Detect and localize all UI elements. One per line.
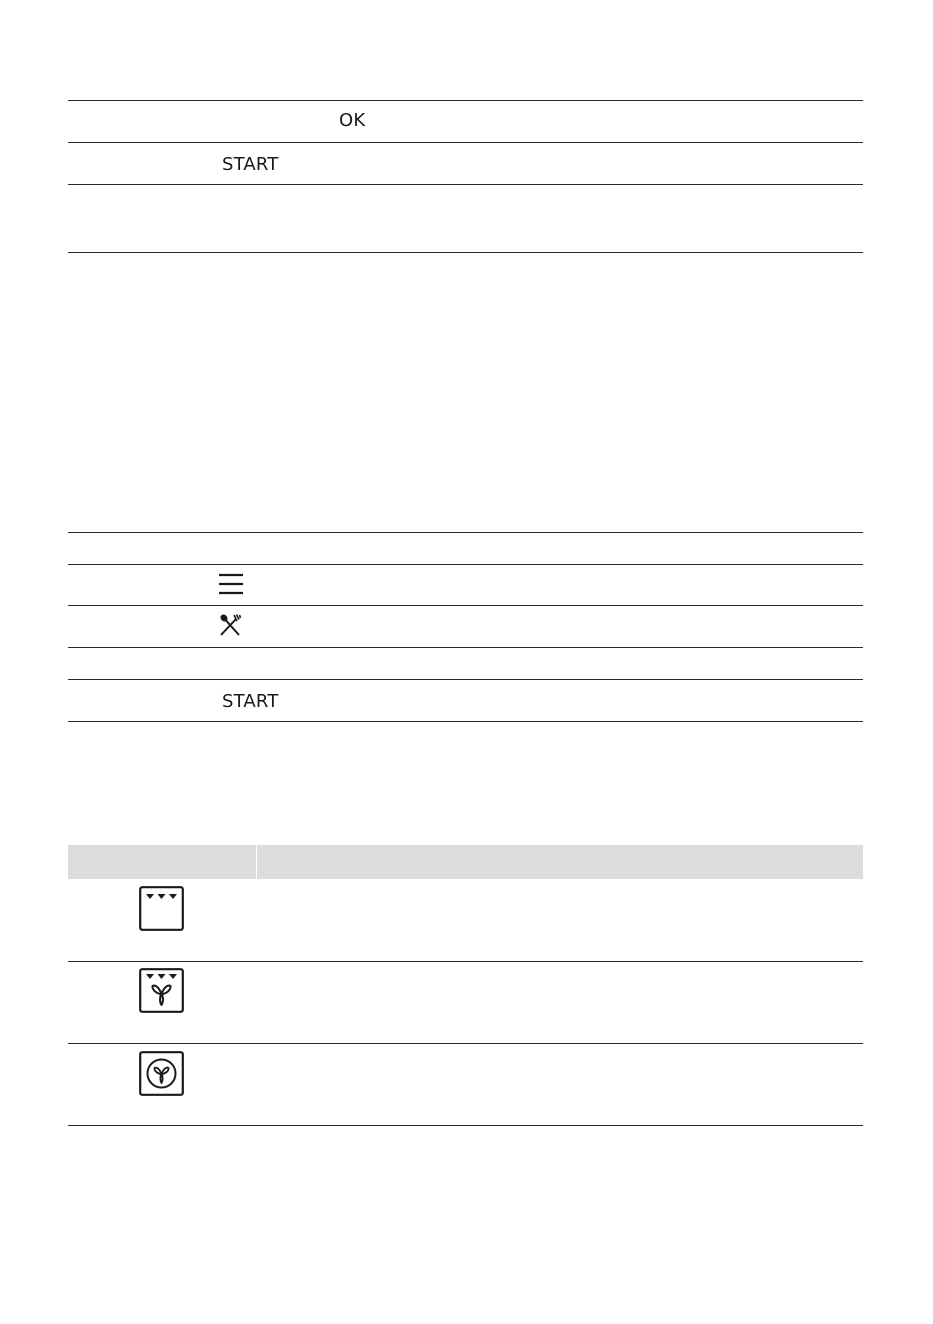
table-rule [68, 721, 863, 722]
top-heat-icon [139, 886, 184, 931]
start-key-label: START [222, 691, 279, 712]
start-key-label: START [222, 154, 279, 175]
table-rule [68, 564, 863, 565]
top-heat-fan-icon [139, 968, 184, 1013]
table-rule [68, 605, 863, 606]
table-header [68, 845, 863, 879]
table-rule [68, 1043, 863, 1044]
table-rule [68, 142, 863, 143]
table-rule [68, 532, 863, 533]
table-rule [68, 961, 863, 962]
table-rule [68, 679, 863, 680]
table-rule [68, 647, 863, 648]
menu-icon [218, 572, 244, 596]
header-column-separator [256, 845, 257, 879]
fan-icon [139, 1051, 184, 1096]
table-rule [68, 1125, 863, 1126]
table-rule [68, 184, 863, 185]
table-rule [68, 100, 863, 101]
table-rule [68, 252, 863, 253]
ok-key-label: OK [339, 110, 366, 131]
assisted-cooking-icon [218, 613, 242, 637]
